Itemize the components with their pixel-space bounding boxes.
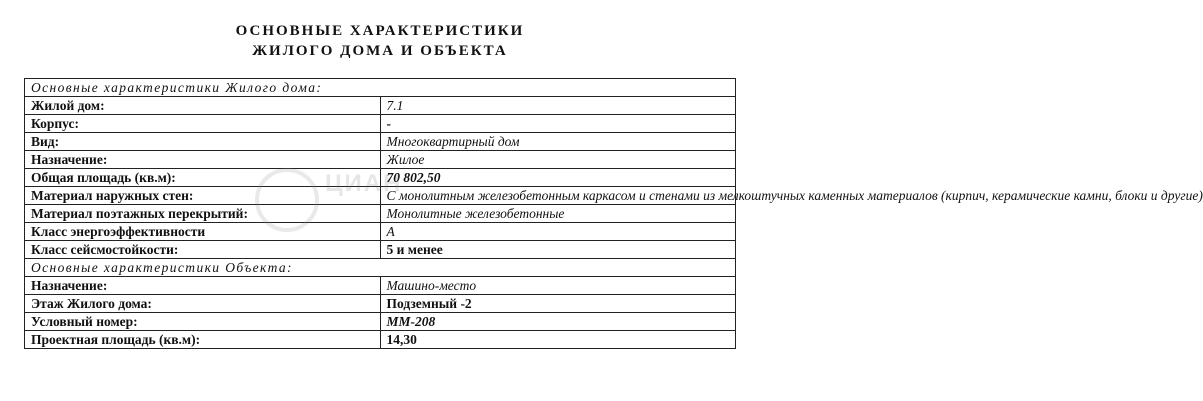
row-value: 14,30 bbox=[380, 331, 736, 349]
row-label: Жилой дом: bbox=[25, 97, 381, 115]
section-heading-object: Основные характеристики Объекта: bbox=[25, 259, 736, 277]
row-label: Вид: bbox=[25, 133, 381, 151]
row-value: 5 и менее bbox=[380, 241, 736, 259]
row-value: Многоквартирный дом bbox=[380, 133, 736, 151]
table-row bbox=[25, 331, 736, 349]
characteristics-table bbox=[24, 78, 1203, 349]
section-header-row bbox=[25, 259, 736, 277]
section-header-row bbox=[25, 79, 736, 97]
table-row bbox=[25, 151, 736, 169]
table-row bbox=[25, 313, 736, 331]
row-value: А bbox=[380, 223, 736, 241]
row-label: Материал наружных стен: bbox=[25, 187, 381, 205]
title-line-1: ОСНОВНЫЕ ХАРАКТЕРИСТИКИ bbox=[235, 23, 525, 39]
row-label: Класс сейсмостойкости: bbox=[25, 241, 381, 259]
table-row bbox=[25, 205, 736, 223]
row-label: Этаж Жилого дома: bbox=[25, 295, 381, 313]
row-label: Общая площадь (кв.м): bbox=[25, 169, 381, 187]
row-label: Материал поэтажных перекрытий: bbox=[25, 205, 381, 223]
row-value: Монолитные железобетонные bbox=[380, 205, 736, 223]
watermark-text: ЦИАН bbox=[325, 170, 403, 197]
row-value: ММ-208 bbox=[380, 313, 736, 331]
row-value: 7.1 bbox=[380, 97, 736, 115]
row-value: - bbox=[380, 115, 736, 133]
row-label: Проектная площадь (кв.м): bbox=[25, 331, 381, 349]
row-value: 70 802,50 bbox=[380, 169, 736, 187]
title-line-2: ЖИЛОГО ДОМА И ОБЪЕКТА bbox=[252, 43, 508, 59]
table-row bbox=[25, 223, 736, 241]
table-row bbox=[25, 295, 736, 313]
row-label: Условный номер: bbox=[25, 313, 381, 331]
page-title bbox=[0, 21, 760, 61]
row-value: Машино-место bbox=[380, 277, 736, 295]
row-label: Назначение: bbox=[25, 151, 381, 169]
row-value: С монолитным железобетонным каркасом и стенами из мелкоштучных каменных материалов (кирпич, керамические камни, блоки и другие) bbox=[380, 187, 736, 205]
table-row bbox=[25, 97, 736, 115]
table-row bbox=[25, 187, 736, 205]
row-label: Класс энергоэффективности bbox=[25, 223, 381, 241]
section-heading-building: Основные характеристики Жилого дома: bbox=[25, 79, 736, 97]
table-row bbox=[25, 115, 736, 133]
row-value: Жилое bbox=[380, 151, 736, 169]
table-row bbox=[25, 169, 736, 187]
row-label: Корпус: bbox=[25, 115, 381, 133]
table-row bbox=[25, 133, 736, 151]
row-label: Назначение: bbox=[25, 277, 381, 295]
table-row bbox=[25, 277, 736, 295]
table-row bbox=[25, 241, 736, 259]
row-value: Подземный -2 bbox=[380, 295, 736, 313]
